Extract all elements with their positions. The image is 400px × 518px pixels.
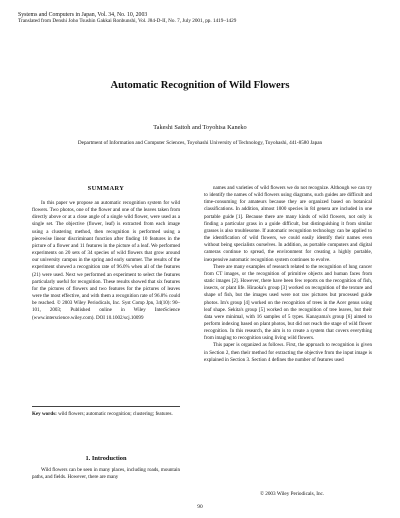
keywords — [32, 411, 180, 418]
keywords-label: Key words: — [32, 411, 57, 417]
journal-citation: Systems and Computers in Japan, Vol. 34, No. 10, 2003 — [18, 12, 148, 18]
body-paragraph-1: names and varieties of wild flowers we do not recognize. Although we can try to identify the names of wild flowers using diagrams, such guides are difficult and time-consuming for amateurs because they are organized based on botanical classifications. In addition, almost 1000 species in 84 genera are included in one portable guide [1]. Because there are many kinds of wild flowers, not only is finding a particular grass in a guide difficult, but distinguishing it from similar grasses is also troublesome. If automatic recognition technology can be applied to the identification of wild flowers, we could easily identify their names even without being specialists ourselves. In addition, as portable computers and digital cameras continue to spread, the environment for creating a highly portable, inexpensive automatic recognition system continues to evolve. — [204, 185, 372, 263]
paper-title: Automatic Recognition of Wild Flowers — [110, 80, 290, 91]
paper-authors: Takeshi Saitoh and Toyohisa Kaneko — [153, 124, 247, 131]
right-column — [204, 185, 372, 364]
author-affiliation: Department of Information and Computer Sciences, Toyohashi University of Technology, Toyohashi, 441-8580 Japan — [77, 140, 323, 146]
keywords-text: wild flowers; automatic recognition; clustering; features. — [58, 411, 173, 417]
page-number: 90 — [197, 504, 203, 510]
intro-section — [32, 467, 180, 481]
summary-text: In this paper we propose an automatic recognition system for wild flowers. Two photos, one of the flower and one of the leaves taken from directly above or at a close angle of a single wild flower, were used as a single set. The objective (flower, leaf) is extracted from each image using a clustering method, then recognition is performed using a piecewise linear discriminant function after finding 10 features in the picture of a flower and 11 features in the picture of a leaf. We performed experiments on 20 sets of 34 species of wild flowers that grow around our university campus in the spring and early summer. The results of the experiment showed a recognition rate of 96.0% when all of the features (21) were used. Next we performed an experiment to select the features particularly useful for recognition. These results showed that six features for the pictures of flowers and two features for the pictures of leaves were the most effective, and with them a recognition rate of 96.8% could be reached. © 2003 Wiley Periodicals, Inc. Syst Comp Jpn, 34(10): 90–101, 2003; Published online in Wiley InterScience (www.interscience.wiley.com). DOI 10.1002/scj.10099 — [32, 200, 180, 321]
summary-heading: SUMMARY — [87, 185, 125, 192]
body-paragraph-2: There are many examples of research related to the recognition of lung cancer from CT images, or the recognition of primitive objects and human faces from static images [2]. However, there have been few reports on the recognition of fish, insects, or plant life. Hiraoka's group [3] worked on recognition of the texture and shape of fish, but the images used were not raw pictures but processed guide photos. Im's group [4] worked on the recognition of trees in the Acer genus using leaf shape. Sekita's group [5] worked on the recognition of tree leaves, but their data were minimal, with 16 samples of 5 types. Kanayama's group [6] aimed to perform indexing based on plant photos, but did not reach the stage of wild flower recognition. In this research, the aim is to create a system that covers everything from imaging to recognition using living wild flowers. — [204, 263, 372, 342]
body-paragraph-3: This paper is organized as follows. First, the approach to recognition is given in Section 2, then their method for extracting the objective from the input image is explained in Section 3. Section 4 defines the number of features used — [204, 342, 372, 363]
journal-header — [18, 12, 318, 24]
keywords-divider — [32, 406, 180, 407]
copyright-notice: © 2003 Wiley Periodicals, Inc. — [260, 491, 325, 497]
translation-source: Translated from Denshi Joho Tsushin Gakkai Ronbunshi, Vol. J84-D-II, No. 7, July 2001, pp. 1419–1429 — [18, 18, 237, 25]
intro-paragraph: Wild flowers can be seen in many places, including roads, mountain paths, and fields. However, there are many — [32, 467, 180, 481]
intro-heading: 1. Introduction — [85, 455, 127, 462]
summary-section — [32, 200, 180, 322]
